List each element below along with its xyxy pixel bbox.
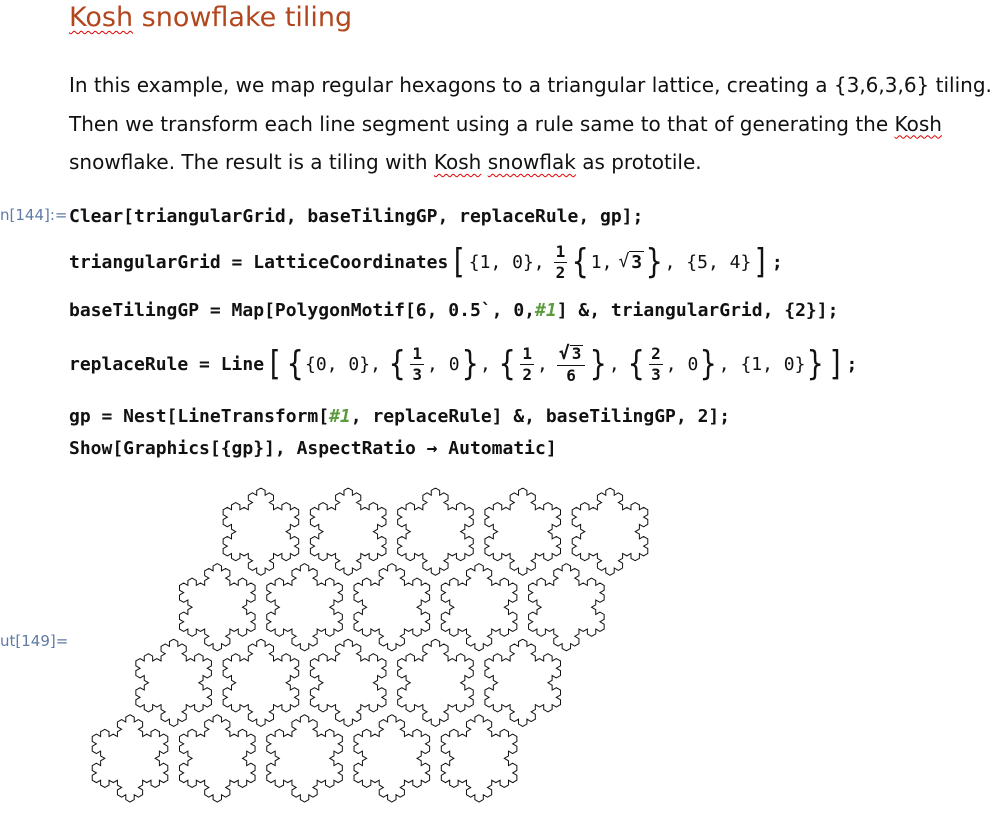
page-title: Kosh snowflake tiling: [69, 2, 353, 33]
tiling-path: [92, 488, 648, 802]
slot-symbol: #1: [329, 405, 351, 427]
code-line-5[interactable]: gp = Nest[LineTransform[ #1 , replaceRule] &, baseTilingGP, 2];: [69, 405, 731, 427]
output-cell-label[interactable]: ut[149]=: [0, 632, 69, 650]
slot-symbol: #1: [535, 299, 557, 321]
code-line-2[interactable]: triangularGrid = LatticeCoordinates [ {1, 0}, $\frac{1}{2}$ { 1, √ 3 } , {5, 4} ] ;: [69, 241, 783, 282]
input-cell-label[interactable]: n[144]:=: [0, 206, 68, 224]
description-paragraph: [69, 66, 1002, 182]
code-line-3[interactable]: baseTilingGP = Map[PolygonMotif[6, 0.5`, 0, #1 ] &, triangularGrid, {2}];: [69, 299, 839, 321]
paragraph-line-2: Then we transform each line segment using a rule same to that of generating the Kosh: [69, 111, 942, 136]
paragraph-line-1: In this example, we map regular hexagons to a triangular lattice, creating a {3,6,3,6} tiling.: [69, 73, 992, 97]
code-line-6[interactable]: Show[Graphics[{gp}], AspectRatio → Automatic]: [69, 437, 557, 459]
code-line-1[interactable]: Clear[triangularGrid, baseTilingGP, replaceRule, gp];: [69, 205, 644, 227]
paragraph-line-3: snowflake. The result is a tiling with Kosh snowflak as prototile.: [69, 150, 702, 174]
code-line-4[interactable]: replaceRule = Line [ { {0, 0}, { $\frac{1}{3}$ , 0 } , { $\frac{1}{2}$ , √ 3 6 } , { $\frac{2}{3}$ , 0 } , {1, 0} } ] ;: [69, 342, 858, 385]
spell-flagged-word: Kosh: [69, 2, 134, 33]
koch-snowflake-tiling-graphic[interactable]: [70, 484, 670, 806]
